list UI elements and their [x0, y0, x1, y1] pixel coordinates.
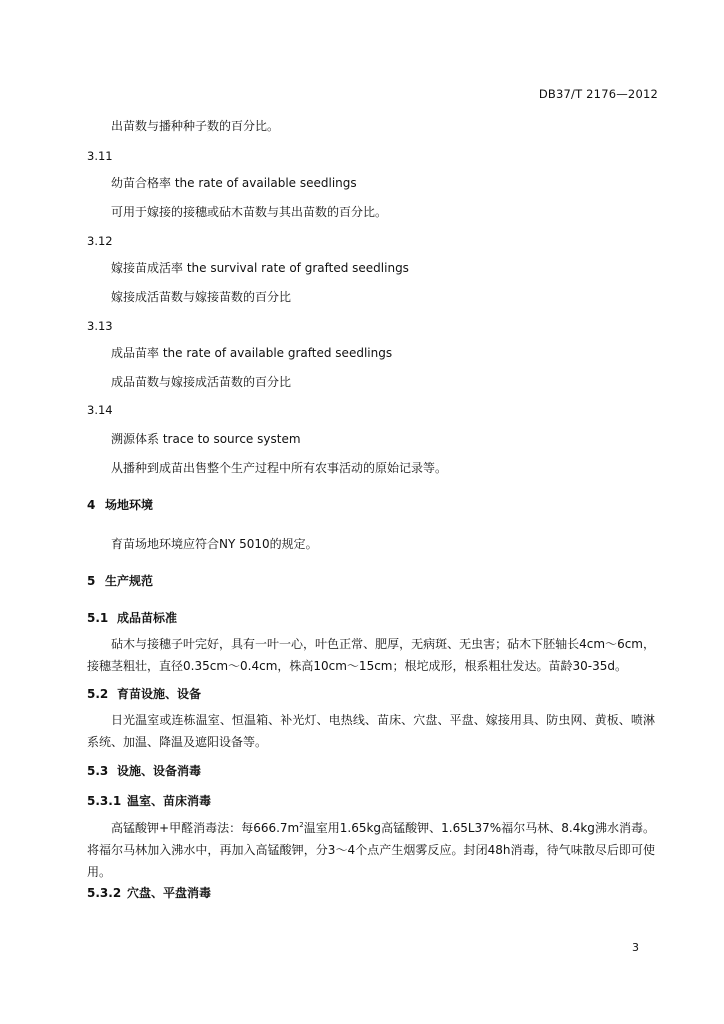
clause-number: 5.3.1: [87, 794, 122, 808]
clause-title: 温室、苗床消毒: [127, 794, 212, 808]
term-3-14: 溯源体系 trace to source system: [111, 432, 301, 446]
section-heading-5: [87, 575, 153, 587]
subsection-number: 5.3: [87, 764, 109, 778]
term-3-13: 成品苗率 the rate of available grafted seedlings: [111, 346, 393, 360]
clause-number-3-13: 3.13: [87, 319, 113, 333]
subsection-number: 5.1: [87, 611, 109, 625]
definition-3-11: 可用于嫁接的接穗或砧木苗数与其出苗数的百分比。: [111, 205, 388, 219]
subsection-title: 育苗设施、设备: [117, 687, 202, 701]
section-number: 4: [87, 498, 96, 512]
section-number: 5: [87, 574, 96, 588]
definition-3-14: 从播种到成苗出售整个生产过程中所有农事活动的原始记录等。: [111, 461, 448, 475]
clause-heading-5-3-1: [87, 795, 211, 807]
paragraph-continuation: 出苗数与播种种子数的百分比。: [111, 119, 280, 133]
document-id: DB37/T 2176—2012: [538, 87, 658, 101]
subsection-title: 设施、设备消毒: [117, 764, 202, 778]
clause-number: 5.3.2: [87, 886, 122, 900]
clause-heading-5-3-2: [87, 887, 211, 899]
section-title: 场地环境: [105, 498, 154, 512]
subsection-heading-5-2: [87, 688, 201, 700]
term-3-12: 嫁接苗成活率 the survival rate of grafted seedlings: [111, 261, 409, 275]
subsection-heading-5-3: [87, 765, 201, 777]
clause-number-3-14: 3.14: [87, 403, 113, 417]
subsection-number: 5.2: [87, 687, 109, 701]
subsection-5-2-body: 日光温室或连栋温室、恒温箱、补光灯、电热线、苗床、穴盘、平盘、嫁接用具、防虫网、黄板、喷淋系统、加温、降温及遮阳设备等。: [87, 713, 655, 749]
subsection-title: 成品苗标准: [117, 611, 178, 625]
definition-3-13: 成品苗数与嫁接成活苗数的百分比: [111, 375, 292, 389]
page-number: 3: [632, 941, 639, 954]
clause-title: 穴盘、平盘消毒: [127, 886, 212, 900]
clause-number-3-12: 3.12: [87, 234, 113, 248]
clause-number-3-11: 3.11: [87, 149, 113, 163]
superscript-2: 2: [299, 821, 304, 829]
body-text-a: 高锰酸钾+甲醛消毒法：每666.7m: [111, 821, 300, 835]
section-heading-4: [87, 499, 153, 511]
clause-5-3-1-body: [87, 817, 655, 883]
section-title: 生产规范: [105, 574, 154, 588]
subsection-heading-5-1: [87, 612, 177, 624]
definition-3-12: 嫁接成活苗数与嫁接苗数的百分比: [111, 290, 292, 304]
section-4-body: 育苗场地环境应符合NY 5010的规定。: [111, 537, 318, 551]
subsection-5-1-body: 砧木与接穗子叶完好，具有一叶一心，叶色正常、肥厚，无病斑、无虫害；砧木下胚轴长4cm～6cm，接穗茎粗壮，直径0.35cm～0.4cm，株高10cm～15cm；根坨成形，根系粗壮发达。苗龄30-35d。: [87, 637, 655, 673]
body-text-b: 温室用1.65kg高锰酸钾、1.65L37%福尔马林、8.4kg沸水消毒。将福尔马林加入沸水中，再加入高锰酸钾，分3～4个点产生烟雾反应。封闭48h消毒，待气味散尽后即可使用。: [87, 821, 655, 879]
term-3-11: 幼苗合格率 the rate of available seedlings: [111, 176, 357, 190]
